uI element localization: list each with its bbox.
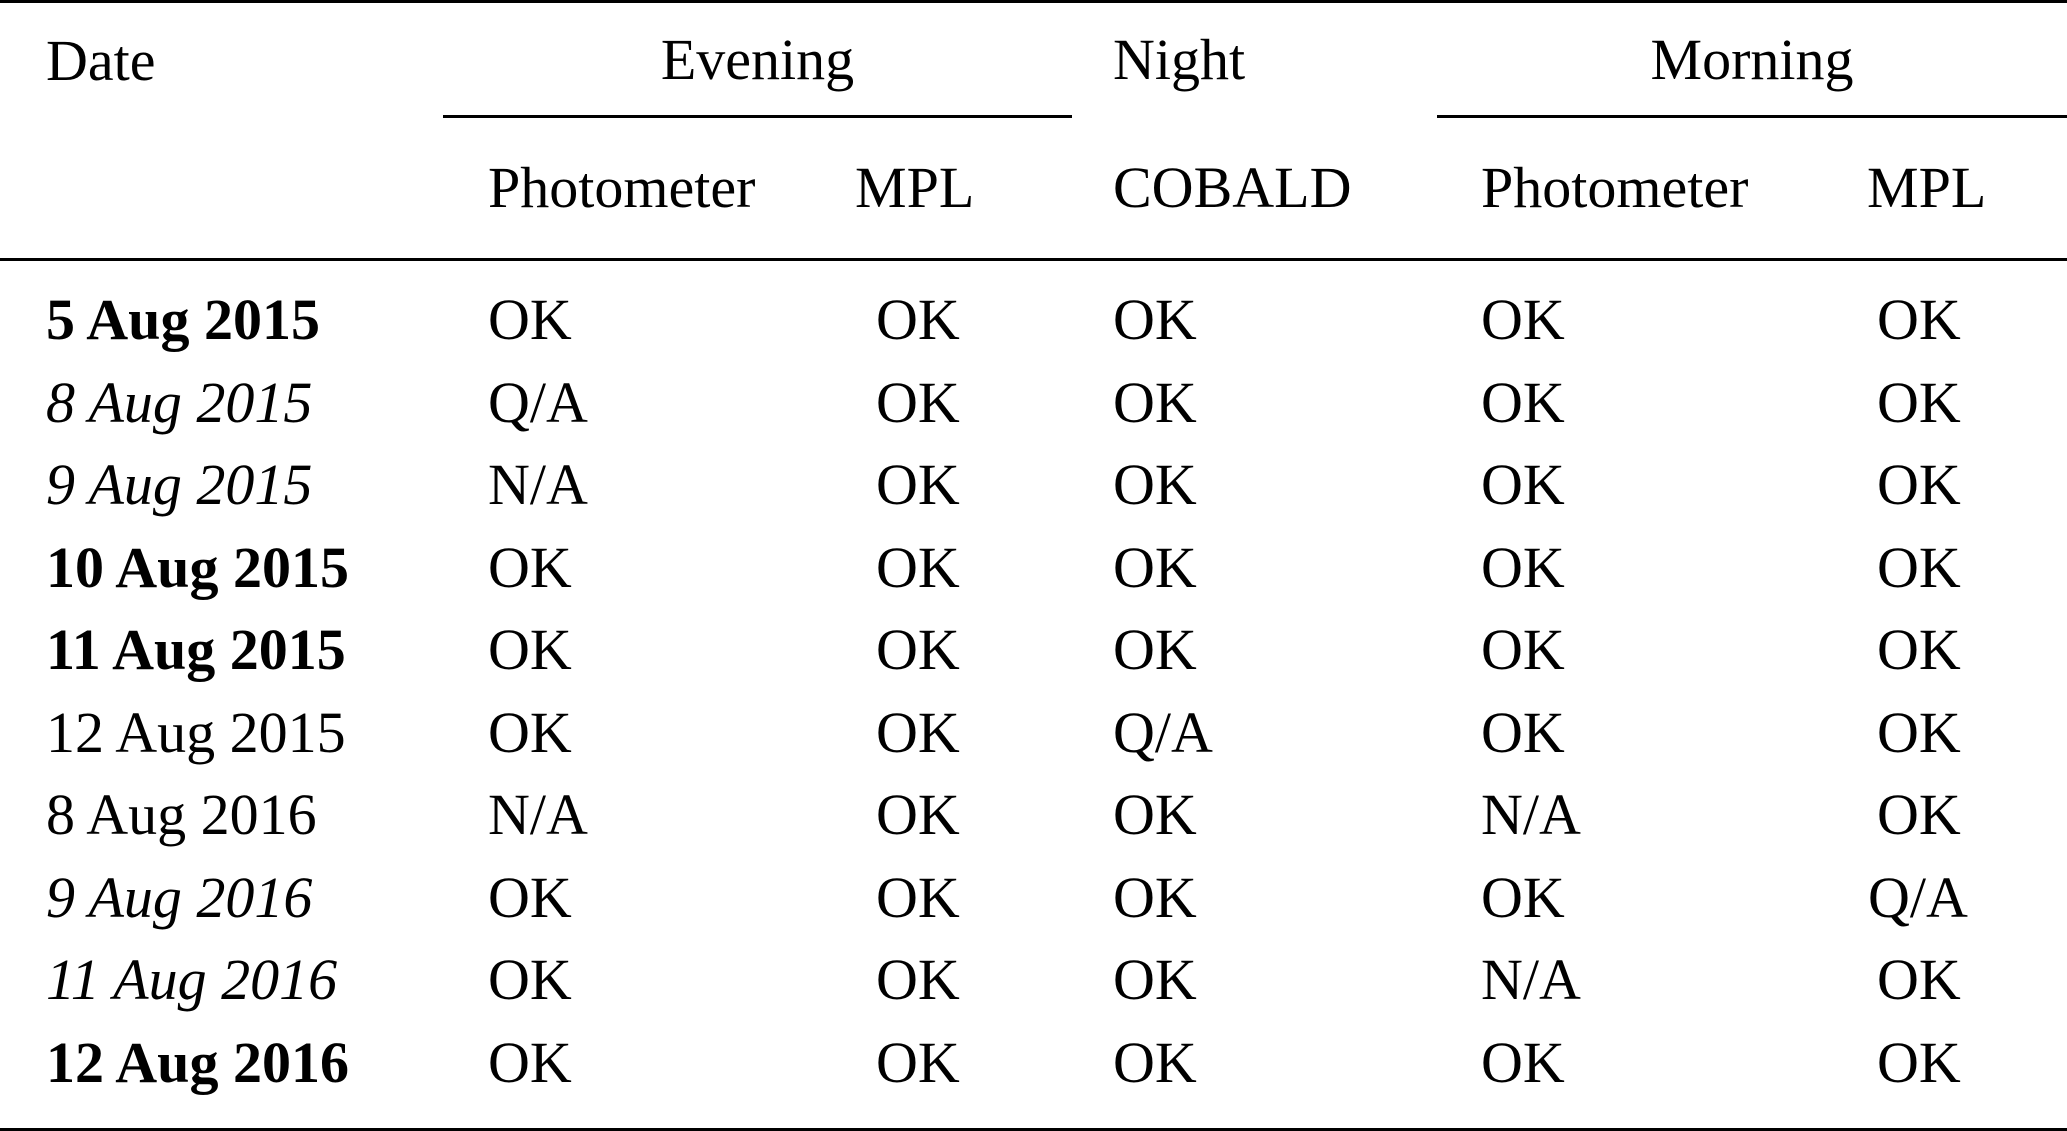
morning-photometer-cell: OK xyxy=(1481,452,1565,518)
date-header xyxy=(0,2,443,119)
morning-mpl-cell: OK xyxy=(1877,947,1961,1013)
table-row xyxy=(0,362,2067,445)
date-cell: 8 Aug 2016 xyxy=(46,782,317,848)
morning-mpl-cell: OK xyxy=(1877,287,1961,353)
evening-photometer-cell: OK xyxy=(488,534,572,600)
evening-group-label: Evening xyxy=(660,27,855,92)
morning-photometer-header: Photometer xyxy=(1437,118,1837,260)
table-row xyxy=(0,527,2067,610)
morning-group-label: Morning xyxy=(1650,27,1854,92)
night-cobald-cell: OK xyxy=(1113,617,1197,683)
date-cell: 10 Aug 2015 xyxy=(46,534,349,600)
table-row xyxy=(0,444,2067,527)
evening-group-header xyxy=(443,2,1072,119)
evening-photometer-cell: N/A xyxy=(488,782,588,848)
table-row xyxy=(0,857,2067,940)
night-cobald-cell: OK xyxy=(1113,782,1197,848)
evening-photometer-cell: OK xyxy=(488,617,572,683)
night-cobald-cell: OK xyxy=(1113,369,1197,435)
morning-mpl-cell: OK xyxy=(1877,452,1961,518)
evening-mpl-cell: OK xyxy=(876,947,960,1013)
night-cobald-cell: Q/A xyxy=(1113,699,1213,765)
morning-group-header xyxy=(1437,2,2067,119)
morning-mpl-header: MPL xyxy=(1837,118,2067,260)
evening-mpl-cell: OK xyxy=(876,617,960,683)
morning-mpl-cell: Q/A xyxy=(1868,864,1968,930)
table-body xyxy=(0,279,2067,1104)
morning-photometer-cell: OK xyxy=(1481,287,1565,353)
evening-photometer-cell: OK xyxy=(488,1029,572,1095)
evening-mpl-cell: OK xyxy=(876,369,960,435)
morning-mpl-cell: OK xyxy=(1877,617,1961,683)
date-cell: 12 Aug 2015 xyxy=(46,699,346,765)
table-row xyxy=(0,279,2067,362)
night-cobald-cell: OK xyxy=(1113,947,1197,1013)
date-cell: 9 Aug 2016 xyxy=(46,864,313,930)
morning-mpl-cell: OK xyxy=(1877,1029,1961,1095)
evening-photometer-cell: Q/A xyxy=(488,369,588,435)
evening-mpl-cell: OK xyxy=(876,452,960,518)
date-cell: 12 Aug 2016 xyxy=(46,1029,349,1095)
table-row xyxy=(0,692,2067,775)
morning-photometer-cell: OK xyxy=(1481,534,1565,600)
night-group-header xyxy=(1072,2,1437,119)
evening-mpl-header: MPL xyxy=(855,118,1072,260)
morning-photometer-cell: N/A xyxy=(1481,782,1581,848)
morning-mpl-cell: OK xyxy=(1877,534,1961,600)
evening-mpl-cell: OK xyxy=(876,699,960,765)
date-subheader-empty xyxy=(0,118,443,260)
morning-photometer-cell: OK xyxy=(1481,617,1565,683)
night-cobald-cell: OK xyxy=(1113,452,1197,518)
evening-mpl-cell: OK xyxy=(876,287,960,353)
date-cell: 11 Aug 2015 xyxy=(46,617,346,683)
date-cell: 9 Aug 2015 xyxy=(46,452,313,518)
morning-photometer-cell: N/A xyxy=(1481,947,1581,1013)
night-cobald-cell: OK xyxy=(1113,864,1197,930)
night-cobald-header: COBALD xyxy=(1072,118,1437,260)
table-row xyxy=(0,774,2067,857)
date-cell: 8 Aug 2015 xyxy=(46,369,313,435)
table-row xyxy=(0,1022,2067,1105)
evening-photometer-cell: OK xyxy=(488,287,572,353)
morning-mpl-cell: OK xyxy=(1877,369,1961,435)
morning-photometer-cell: OK xyxy=(1481,369,1565,435)
night-cobald-cell: OK xyxy=(1113,287,1197,353)
night-cobald-cell: OK xyxy=(1113,1029,1197,1095)
evening-mpl-cell: OK xyxy=(876,1029,960,1095)
evening-photometer-cell: OK xyxy=(488,947,572,1013)
evening-photometer-cell: OK xyxy=(488,864,572,930)
morning-group-rule xyxy=(1437,115,2067,118)
table-row xyxy=(0,939,2067,1022)
night-cobald-cell: OK xyxy=(1113,534,1197,600)
date-header-label: Date xyxy=(46,27,156,93)
morning-photometer-cell: OK xyxy=(1481,1029,1565,1095)
evening-mpl-cell: OK xyxy=(876,534,960,600)
evening-photometer-cell: OK xyxy=(488,699,572,765)
date-cell: 5 Aug 2015 xyxy=(46,287,320,353)
evening-mpl-cell: OK xyxy=(876,864,960,930)
evening-group-rule xyxy=(443,115,1072,118)
morning-photometer-cell: OK xyxy=(1481,864,1565,930)
morning-mpl-cell: OK xyxy=(1877,699,1961,765)
evening-photometer-cell: N/A xyxy=(488,452,588,518)
morning-mpl-cell: OK xyxy=(1877,782,1961,848)
evening-photometer-header: Photometer xyxy=(443,118,855,260)
evening-mpl-cell: OK xyxy=(876,782,960,848)
morning-photometer-cell: OK xyxy=(1481,699,1565,765)
night-group-label: Night xyxy=(1113,27,1246,92)
table-row xyxy=(0,609,2067,692)
date-cell: 11 Aug 2016 xyxy=(46,947,338,1013)
